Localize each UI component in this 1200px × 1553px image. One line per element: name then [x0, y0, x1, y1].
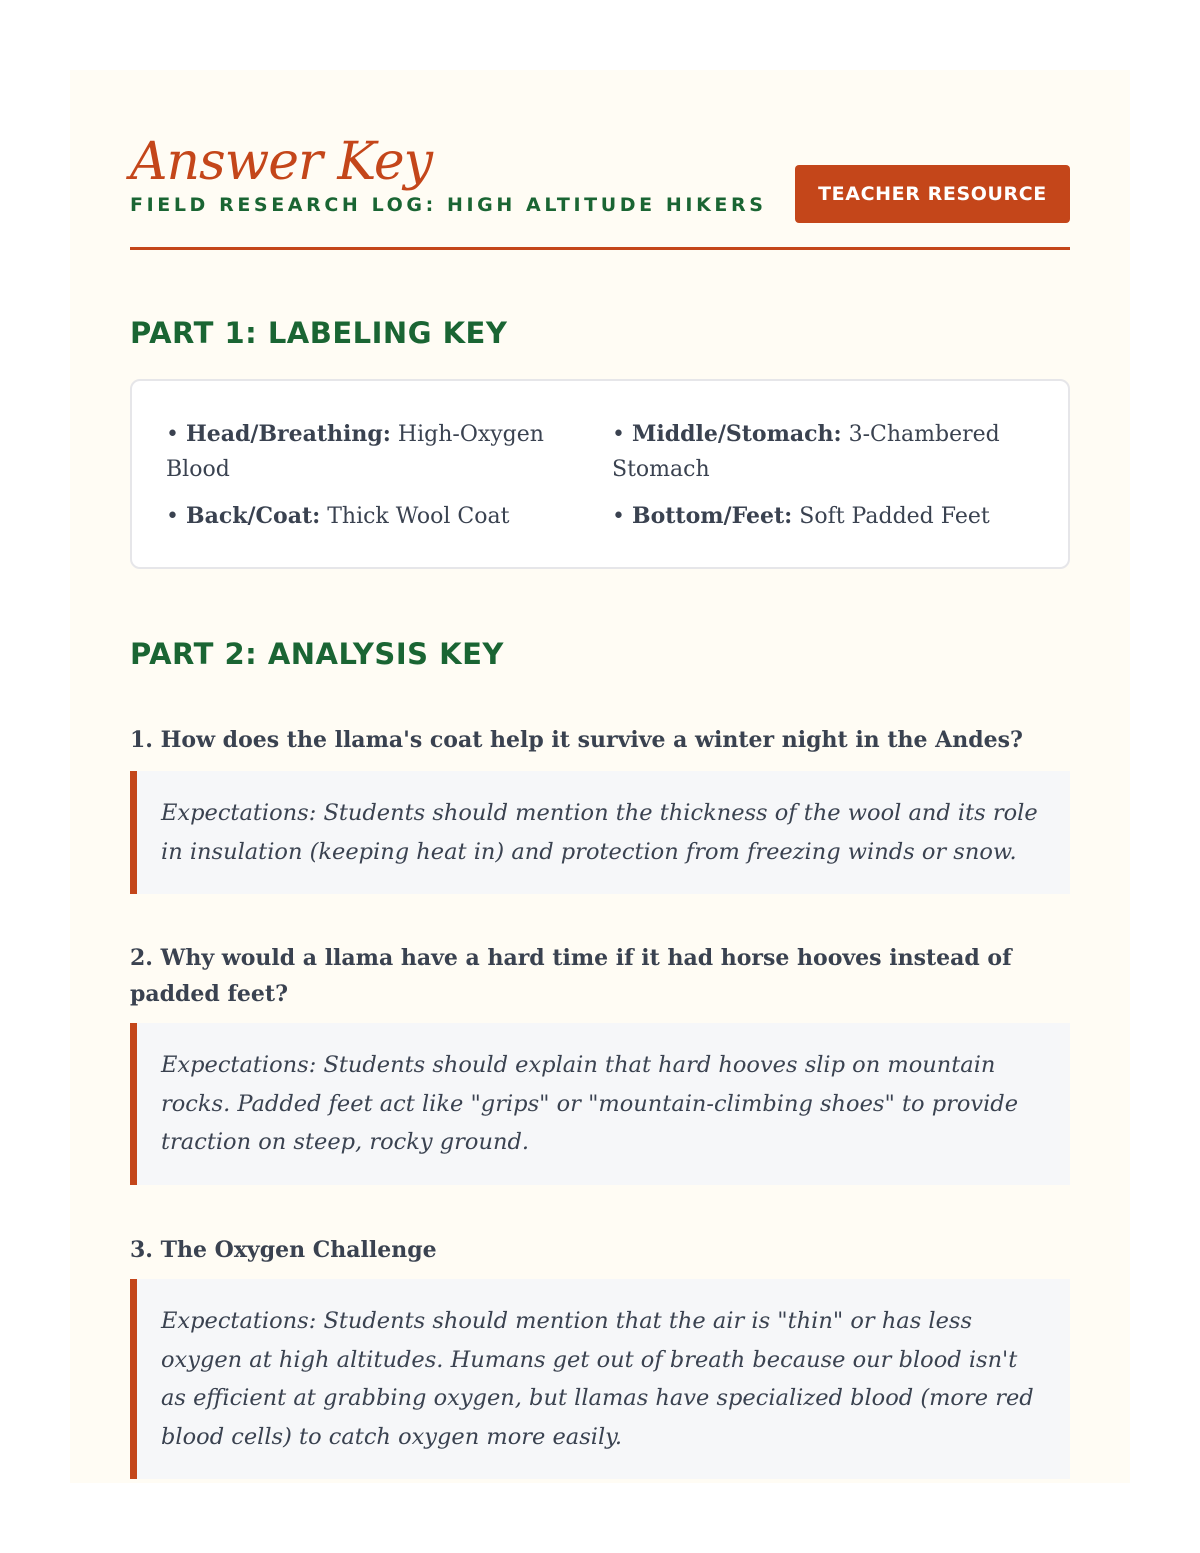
answer-3-text: Expectations: Students should mention that the air is "thin" or has less oxygen at high altitudes. Humans get out of breath because our blood isn't as efficient at grabbing oxygen, but llamas have specialized blood (more red blood cells) to catch oxygen more easily.	[161, 1308, 1034, 1450]
answer-1-text: Expectations: Students should mention the thickness of the wool and its role in insulation (keeping heat in) and protection from freezing winds or snow.	[161, 800, 1038, 865]
label-item-bottom	[612, 499, 1042, 534]
label-value: Soft Padded Feet	[799, 504, 990, 529]
answer-3	[130, 1279, 1070, 1479]
teacher-resource-badge: TEACHER RESOURCE	[795, 165, 1070, 223]
question-1: 1. How does the llama's coat help it survive a winter night in the Andes?	[130, 727, 1023, 753]
label-term: Back/Coat:	[185, 503, 321, 529]
part2-heading: PART 2: ANALYSIS KEY	[130, 637, 504, 671]
page-title: Answer Key	[130, 132, 432, 192]
label-term: Head/Breathing:	[185, 421, 391, 447]
label-value: Thick Wool Coat	[327, 504, 510, 529]
label-value: 3-Chambered Stomach	[612, 422, 1000, 482]
page-subtitle: FIELD RESEARCH LOG: HIGH ALTITUDE HIKERS	[130, 194, 767, 216]
answer-1	[130, 771, 1070, 894]
bullet: •	[166, 504, 179, 529]
label-item-back	[166, 499, 612, 534]
label-term: Middle/Stomach:	[631, 421, 842, 447]
bullet: •	[166, 422, 179, 447]
answer-2-text: Expectations: Students should explain that hard hooves slip on mountain rocks. Padded feet act like "grips" or "mountain-climbing shoes" to provide traction on steep, rocky ground.	[161, 1052, 1019, 1156]
bullet: •	[612, 504, 625, 529]
bullet: •	[612, 422, 625, 447]
labeling-key-list	[166, 417, 1034, 534]
label-term: Bottom/Feet:	[631, 503, 793, 529]
question-2: 2. Why would a llama have a hard time if it had horse hooves instead of padded feet?	[130, 945, 1012, 1007]
page-header	[130, 70, 1070, 250]
answer-key-page	[70, 70, 1130, 1483]
label-value: High-Oxygen Blood	[166, 422, 544, 482]
labeling-key-card	[130, 379, 1070, 569]
label-item-middle	[612, 417, 1042, 487]
part1-heading: PART 1: LABELING KEY	[130, 316, 508, 350]
answer-2	[130, 1023, 1070, 1185]
question-3: 3. The Oxygen Challenge	[130, 1237, 437, 1263]
label-item-head	[166, 417, 612, 487]
